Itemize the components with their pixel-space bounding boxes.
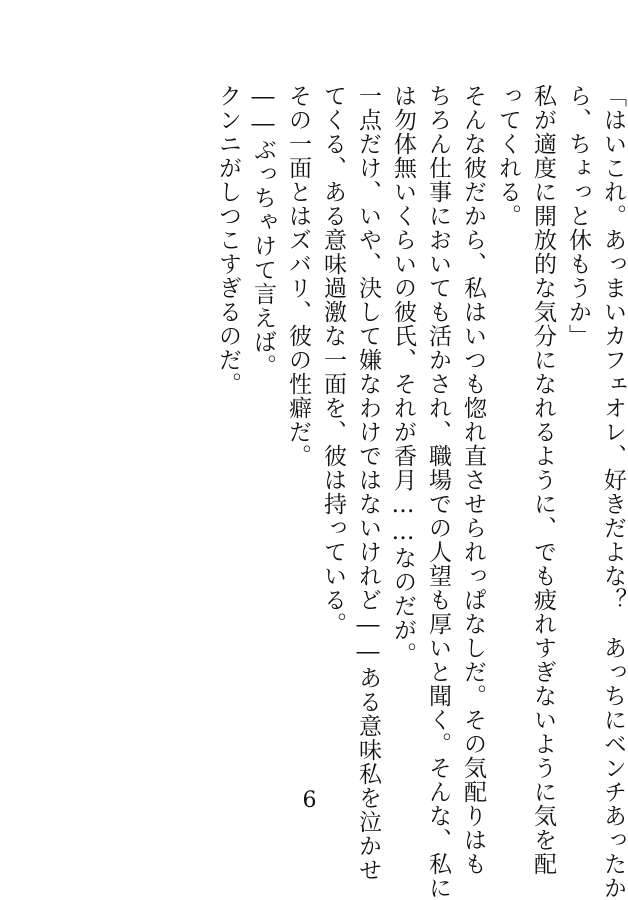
vertical-text-body <box>88 84 626 900</box>
text-line: ちろん仕事においても活かされ、職場での人望も厚いと聞く。そんな、私に <box>425 84 451 900</box>
text-line: は勿体無いくらいの彼氏、それが香月……なのだが。 <box>390 84 416 666</box>
text-line: 「はいこれ。あっまいカフェオレ、好きだよな？ あっちにベンチあったか <box>600 84 626 900</box>
text-line: クンニがしつこすぎるのだ。 <box>215 84 241 396</box>
text-line: ってくれる。 <box>495 84 521 228</box>
text-line: ら、ちょっと休もうか」 <box>565 84 591 348</box>
text-line: てくる、ある意味過激な一面を、彼は持っている。 <box>320 84 346 636</box>
page-number: 6 <box>302 788 317 813</box>
text-line: ――ぶっちゃけて言えば。 <box>250 84 276 378</box>
text-line: そんな彼だから、私はいつも惚れ直させられっぱなしだ。その気配りはも <box>460 84 486 876</box>
text-line: 私が適度に開放的な気分になれるように、でも疲れすぎないように気を配 <box>530 84 556 876</box>
text-line: その一面とはズバリ、彼の性癖だ。 <box>285 84 311 468</box>
text-line: 一点だけ、いや、決して嫌なわけではないけれど――ある意味私を泣かせ <box>355 84 381 882</box>
